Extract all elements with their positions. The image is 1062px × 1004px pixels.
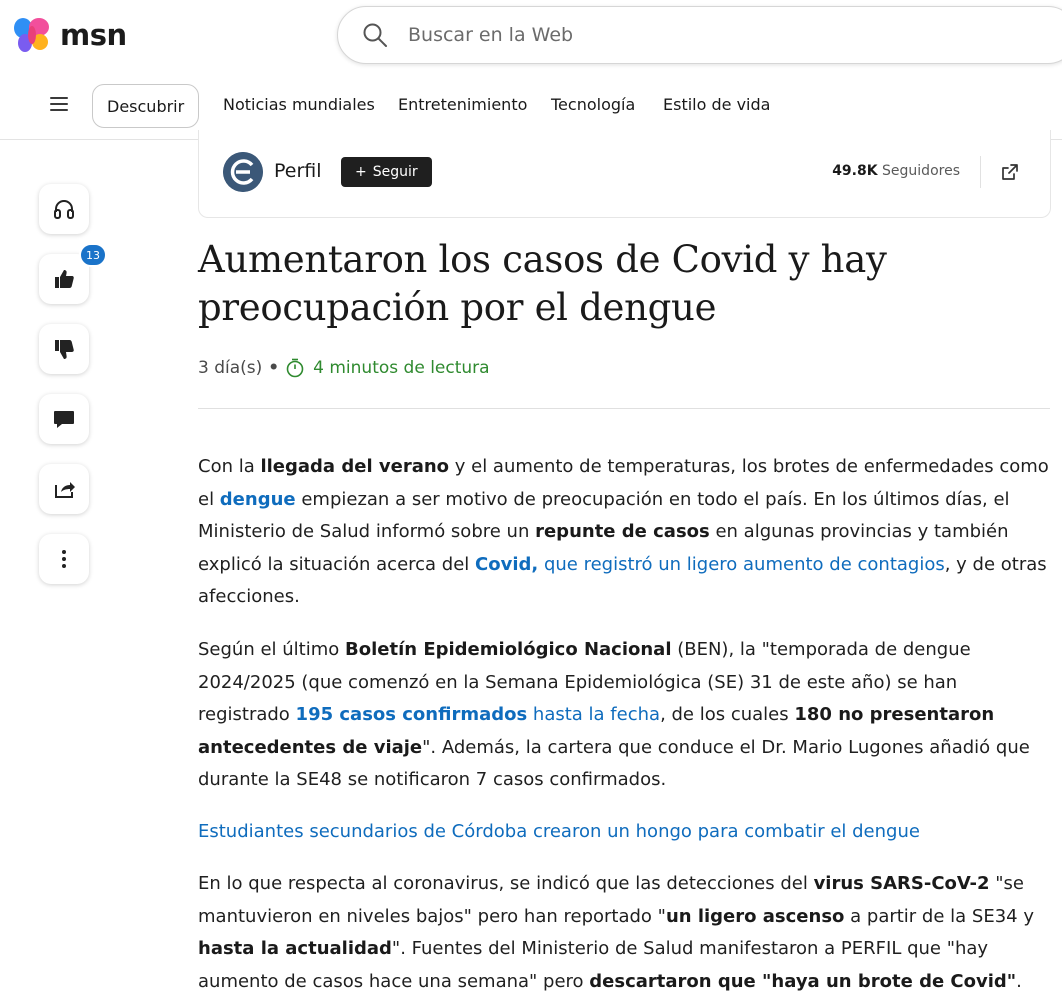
- thumbs-up-icon: [52, 267, 76, 291]
- paragraph-3: [198, 868, 1054, 998]
- plus-icon: +: [355, 164, 367, 180]
- text-run: a partir de la SE34 y: [844, 905, 1034, 927]
- inline-link[interactable]: dengue: [219, 488, 296, 510]
- search-bar[interactable]: [337, 6, 1062, 64]
- dislike-button[interactable]: [39, 324, 89, 374]
- text-run: , de los cuales: [660, 704, 795, 725]
- comment-icon: [52, 407, 76, 431]
- follow-button[interactable]: [341, 157, 432, 187]
- search-input[interactable]: Buscar en la Web: [408, 24, 574, 46]
- top-header: [0, 0, 1062, 140]
- text-run: En lo que respecta al coronavirus, se indicó que las detecciones del: [198, 873, 814, 894]
- butterfly-icon: [12, 16, 52, 54]
- publisher-card: [198, 130, 1051, 218]
- article-meta: [198, 358, 490, 378]
- followers-label: Seguidores: [882, 163, 960, 179]
- text-run: Según el último: [198, 639, 345, 660]
- bold-text: un ligero ascenso: [665, 905, 845, 927]
- perfil-logo-icon: [223, 152, 263, 192]
- followers-number: 49.8K: [832, 163, 878, 179]
- tab-noticias-mundiales[interactable]: Noticias mundiales: [223, 95, 375, 114]
- inline-link[interactable]: que registró un ligero aumento de contagios: [538, 553, 945, 575]
- inline-link[interactable]: 195 casos confirmados: [295, 704, 528, 725]
- text-run: "se mantuvieron en niveles bajos" pero han reportado ": [198, 873, 1024, 927]
- text-run: Con la: [198, 456, 261, 477]
- text-run: y el aumento de temperaturas, los brotes de enfermedades como el: [198, 456, 1049, 510]
- article-age: 3 día(s): [198, 358, 263, 378]
- tab-tecnologia[interactable]: Tecnología: [551, 95, 636, 114]
- tab-entretenimiento[interactable]: Entretenimiento: [398, 95, 528, 114]
- bold-text: Boletín Epidemiológico Nacional: [345, 639, 672, 660]
- menu-icon[interactable]: [50, 97, 68, 113]
- timer-icon: [285, 358, 305, 378]
- meta-divider: [198, 408, 1050, 409]
- inline-link[interactable]: Covid,: [475, 553, 539, 575]
- more-options-button[interactable]: [39, 534, 89, 584]
- msn-logo[interactable]: [12, 16, 127, 54]
- publisher-logo[interactable]: [223, 152, 263, 192]
- text-run: ". Además, la cartera que conduce el Dr. Mario Lugones añadió que durante la SE48 se notificaron 7 casos confirmados.: [198, 736, 1030, 790]
- read-time: 4 minutos de lectura: [313, 358, 490, 378]
- comment-button[interactable]: [39, 394, 89, 444]
- follow-label: Seguir: [372, 164, 418, 180]
- headphones-icon: [52, 197, 76, 221]
- publisher-name[interactable]: Perfil: [274, 160, 322, 182]
- related-article-link[interactable]: Estudiantes secundarios de Córdoba crearon un hongo para combatir el dengue: [198, 821, 920, 842]
- thumbs-down-icon: [52, 337, 76, 361]
- text-run: , y de otras afecciones.: [198, 553, 1047, 607]
- article-title: Aumentaron los casos de Covid y hay preocupación por el dengue: [198, 238, 887, 329]
- tab-descubrir[interactable]: Descubrir: [92, 84, 199, 128]
- bold-text: virus SARS-CoV-2: [813, 873, 990, 894]
- paragraph-2: [198, 634, 1054, 797]
- text-run: (BEN), la "temporada de dengue 2024/2025 (que comenzó en la Semana Epidemiológica (SE) 31 de este año) se han registrado: [198, 639, 971, 725]
- share-icon: [52, 477, 76, 501]
- bold-text: repunte de casos: [535, 521, 710, 542]
- text-run: .: [1016, 970, 1022, 992]
- bold-text: llegada del verano: [260, 456, 450, 477]
- text-run: en algunas provincias y también explicó la situación acerca del: [198, 521, 1009, 575]
- category-nav: [0, 84, 1062, 128]
- card-divider: [980, 156, 981, 188]
- paragraph-1: [198, 451, 1054, 614]
- external-link-icon[interactable]: [1000, 162, 1020, 182]
- bold-text: 180 no presentaron antecedentes de viaje: [198, 704, 995, 758]
- text-run: empiezan a ser motivo de preocupación en todo el país. En los últimos días, el Ministerio de Salud informó sobre un: [198, 488, 1010, 542]
- inline-link[interactable]: hasta la fecha: [527, 704, 661, 725]
- logo-text: msn: [60, 18, 127, 52]
- tab-estilo-de-vida[interactable]: Estilo de vida: [663, 95, 771, 114]
- followers-count: [832, 163, 960, 179]
- like-count-badge: 13: [79, 243, 107, 267]
- meta-separator: •: [268, 358, 280, 378]
- text-run: ". Fuentes del Ministerio de Salud manifestaron a PERFIL que "hay aumento de casos hace una semana" pero: [198, 938, 989, 992]
- listen-button[interactable]: [39, 184, 89, 234]
- bold-text: hasta la actualidad: [198, 938, 392, 959]
- related-link-paragraph: [198, 816, 1054, 849]
- bold-text: descartaron que "haya un brote de Covid": [589, 970, 1017, 992]
- search-icon: [362, 22, 388, 48]
- share-button[interactable]: [39, 464, 89, 514]
- more-vertical-icon: [52, 547, 76, 571]
